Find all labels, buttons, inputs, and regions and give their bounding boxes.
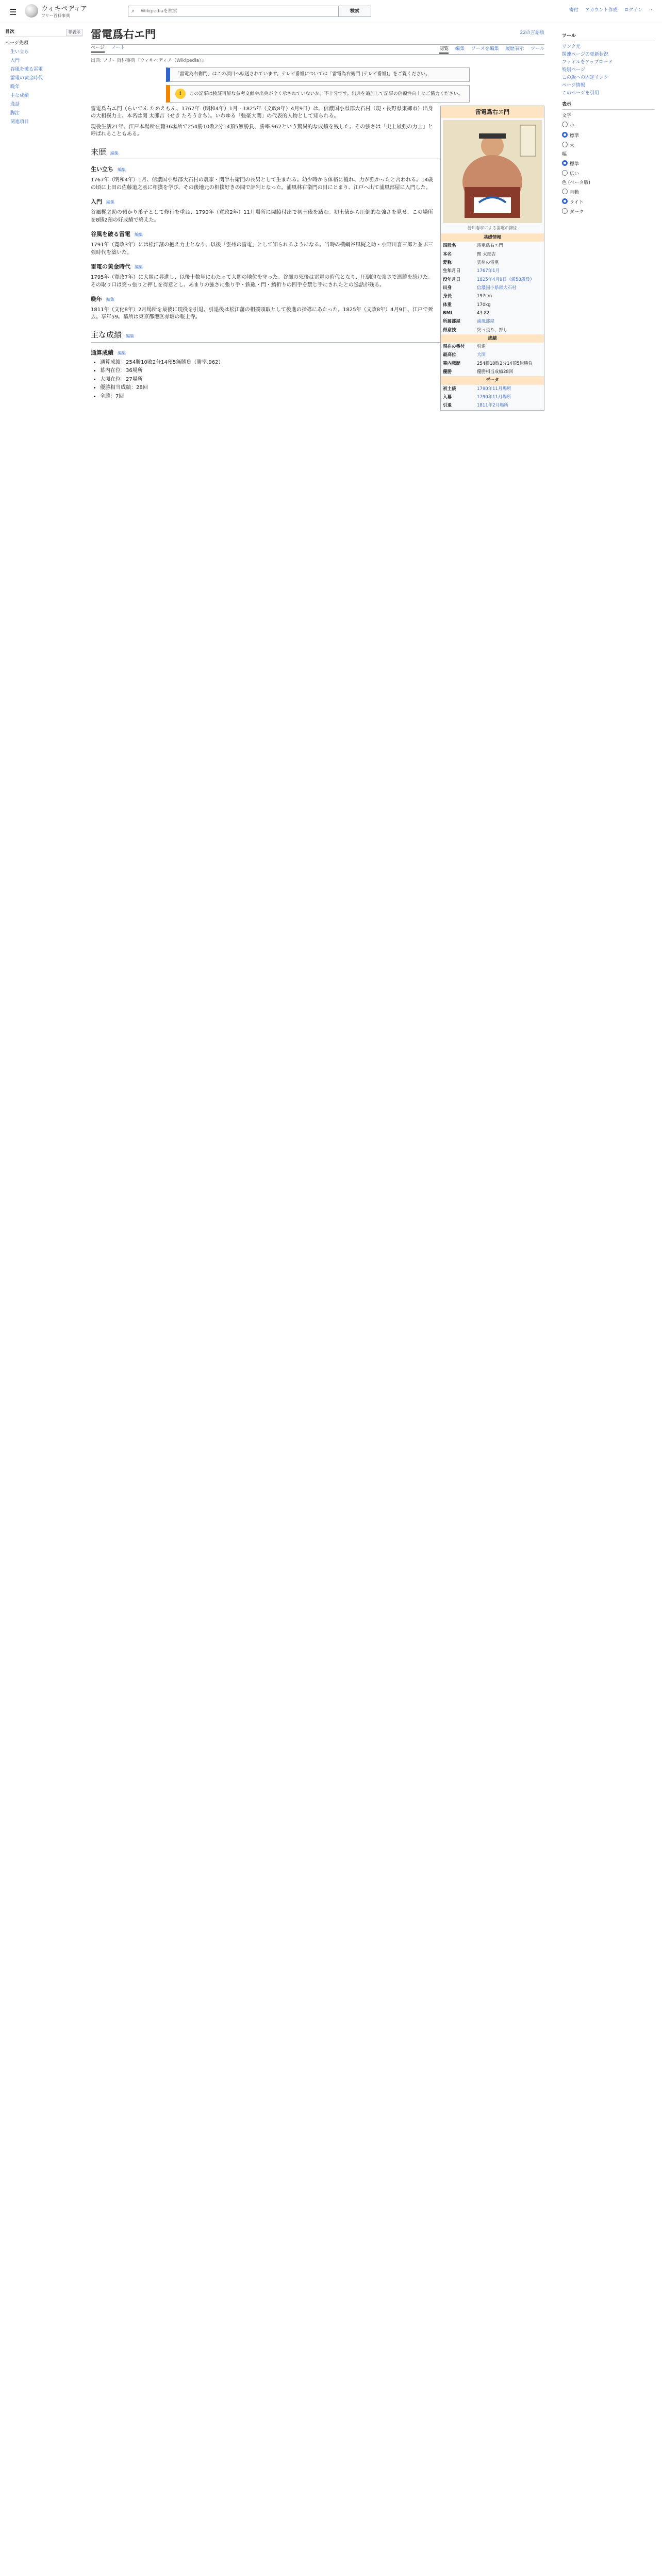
search-box xyxy=(128,6,371,17)
tab-edit-source[interactable]: ソースを編集 xyxy=(471,46,499,52)
subsection-heading: 通算成績 編集 xyxy=(91,349,126,356)
infobox-row: 引退 1811年2月場所 xyxy=(443,403,509,409)
color-auto[interactable]: 自動 xyxy=(562,188,655,197)
infobox-header: 成績 xyxy=(441,334,544,343)
tab-history[interactable]: 履歴表示 xyxy=(505,46,524,52)
list-item: • 幕内在位：36場所 xyxy=(100,367,544,375)
tool-link[interactable]: ページ情報 xyxy=(562,83,585,89)
edit-section-link[interactable]: 編集 xyxy=(135,232,143,238)
subsection-heading: 生い立ち 編集 xyxy=(91,166,126,173)
infobox-row: 入幕 1790年11月場所 xyxy=(443,395,511,400)
section-paragraph: 1795年（寛政7年）に大関に昇進し、以後十数年にわたって大関の地位を守った。谷風の死後は雷電の時代となり、圧倒的な強さで連勝を続けた。その取り口は突っ張りと押しを得意とし、あまりの強さに張り手・鉄砲・閂・鯖折りの四手を禁じ手にされたとの逸話が残る。 xyxy=(91,275,433,288)
intro-paragraph: 雷電爲右エ門（らいでん ためえもん、1767年（明和4年）1月 - 1825年（文政8年）4月9日）は、信濃国小県郡大石村（現・長野県東御市）出身の大相撲力士。本名は関 太郎吉（せき たろうきち）。いわゆる「強豪大関」の代表的人物として知られる。 xyxy=(91,106,433,120)
site-tagline: フリー百科事典 xyxy=(41,13,70,18)
radio-icon xyxy=(562,208,568,214)
search-button[interactable]: 検索 xyxy=(338,6,371,17)
appearance-title: 表示 xyxy=(562,101,655,110)
infobox-row: BMI 43.82 xyxy=(443,310,490,316)
toc-item[interactable]: 主な成績 xyxy=(10,93,29,99)
radio-selected-icon xyxy=(562,132,568,138)
infobox-row: 得意技 突っ張り、押し xyxy=(443,327,508,333)
radio-icon xyxy=(562,142,568,147)
width-wide[interactable]: 広い xyxy=(562,169,655,179)
infobox-table xyxy=(441,385,544,410)
page-title: 雷電爲右エ門 xyxy=(91,26,544,45)
warning-icon: ! xyxy=(175,89,186,99)
toc-item[interactable]: 入門 xyxy=(10,58,20,64)
edit-section-link[interactable]: 編集 xyxy=(110,150,119,156)
login-link[interactable]: ログイン xyxy=(624,8,643,13)
edit-section-link[interactable]: 編集 xyxy=(106,200,114,205)
maintenance-notice: ! この記事は検証可能な参考文献や出典が全く示されていないか、不十分です。出典を追加して記事の信頼性向上にご協力ください。 xyxy=(166,85,470,103)
section-paragraph: 1811年（文化8年）2月場所を最後に現役を引退。引退後は松江藩の相撲頭取として後進の指導にあたった。1825年（文政8年）4月9日、江戸で死去。享年59。墓所は東京都港区赤坂の報土寺。 xyxy=(91,307,433,320)
text-size-small[interactable]: 小 xyxy=(562,121,655,130)
section-paragraph: 1791年（寛政3年）には松江藩の抱え力士となり、以後「雲州の雷電」として知られるようになる。当時の横綱谷風梶之助・小野川喜三郎と並ぶ三強時代を築いた。 xyxy=(91,242,433,256)
subsection-heading: 晩年 編集 xyxy=(91,296,114,303)
width-label: 幅 xyxy=(562,151,567,157)
edit-section-link[interactable]: 編集 xyxy=(126,333,135,338)
list-item: • 通算成績：254勝10敗2分14預5無勝負（勝率.962） xyxy=(100,359,544,367)
infobox-row: 身長 197cm xyxy=(443,294,492,299)
wikipedia-logo[interactable] xyxy=(25,4,38,18)
toc-item[interactable]: 生い立ち xyxy=(10,49,29,55)
infobox-header: 基礎情報 xyxy=(441,233,544,242)
infobox-row: 幕内戦歴 254勝10敗2分14預5無勝負 xyxy=(443,361,533,366)
infobox-title: 雷電爲右エ門 xyxy=(441,106,544,118)
list-item: • 優勝相当成績：28回 xyxy=(100,384,544,392)
toc-item[interactable]: 雷電の黄金時代 xyxy=(10,76,43,81)
donate-link[interactable]: 寄付 xyxy=(569,8,578,13)
infobox-row: 最高位 大関 xyxy=(443,352,486,358)
section-paragraph: 1767年（明和4年）1月、信濃国小県郡大石村の農家・関半右衛門の長男として生まれる。幼少時から体格に優れ、力が強かったと言われる。14歳の頃に上田の佐藤道之丞に相撲を学び、その後地元の相撲好きの間で評判となった。浦風林右衛門の目にとまり、江戸へ出て浦風部屋に入門した。 xyxy=(91,177,433,191)
create-account-link[interactable]: アカウント作成 xyxy=(585,8,618,13)
list-item: • 大関在位：27場所 xyxy=(100,376,544,384)
tools-title: ツール xyxy=(562,33,655,41)
toc-item[interactable]: 谷風を破る雷電 xyxy=(10,67,43,73)
list-item: • 全勝：7回 xyxy=(100,393,544,401)
tab-page[interactable]: ページ xyxy=(91,45,105,53)
tool-link[interactable]: リンク元 xyxy=(562,44,581,50)
language-button[interactable]: 22の言語版 xyxy=(520,30,544,36)
infobox-row: 現在の番付 引退 xyxy=(443,344,486,350)
tool-link[interactable]: 特別ページ xyxy=(562,67,585,73)
tab-edit[interactable]: 編集 xyxy=(455,46,465,52)
source-note: 出典: フリー百科事典『ウィキペディア（Wikipedia）』 xyxy=(91,58,206,64)
tool-link[interactable]: この版への固定リンク xyxy=(562,75,608,81)
toc-sidebar xyxy=(5,29,82,127)
tab-talk[interactable]: ノート xyxy=(111,45,125,51)
radio-selected-icon xyxy=(562,160,568,166)
tab-read[interactable]: 閲覧 xyxy=(439,46,449,54)
page-tabs xyxy=(91,45,544,55)
search-icon: ⌕ xyxy=(131,8,135,14)
toc-hide-button[interactable]: 非表示 xyxy=(66,29,82,36)
site-header xyxy=(0,0,662,23)
tab-tools[interactable]: ツール xyxy=(531,46,544,52)
color-label: 色 (ベータ版) xyxy=(562,180,590,185)
toc-item[interactable]: 晩年 xyxy=(10,84,20,90)
personal-tools xyxy=(564,7,654,14)
infobox-image[interactable] xyxy=(443,120,542,223)
width-standard[interactable]: 標準 xyxy=(562,159,655,169)
infobox-row: 没年月日 1825年4月9日（満58歳没） xyxy=(443,277,535,282)
infobox-row: 初土俵 1790年11月場所 xyxy=(443,386,511,392)
infobox-header: データ xyxy=(441,376,544,384)
infobox-row: 出身 信濃国小県郡大石村 xyxy=(443,285,517,291)
radio-icon xyxy=(562,170,568,176)
infobox-row: 優勝 優勝相当成績28回 xyxy=(443,369,514,375)
radio-icon xyxy=(562,122,568,127)
edit-section-link[interactable]: 編集 xyxy=(118,167,126,173)
radio-selected-icon xyxy=(562,198,568,204)
subsection-heading: 雷電の黄金時代 編集 xyxy=(91,263,143,270)
infobox-row: 愛称 雲州の雷電 xyxy=(443,260,499,265)
infobox-row: 生年月日 1767年1月 xyxy=(443,268,500,274)
text-size-large[interactable]: 大 xyxy=(562,141,655,150)
tool-link[interactable]: 関連ページの更新状況 xyxy=(562,52,608,58)
search-input[interactable] xyxy=(140,7,333,15)
section-heading: 主な成績 編集 xyxy=(91,330,544,343)
hatnote: 「雷電為右衛門」はこの項目へ転送されています。テレビ番組については「雷電為右衛門 (テレビ番組)」をご覧ください。 xyxy=(166,67,470,81)
tools-panel xyxy=(562,29,655,217)
toc-item[interactable]: 関連項目 xyxy=(10,120,29,125)
toc-title: 目次 非表示 xyxy=(5,29,82,37)
toc-item-top[interactable]: ページ先頭 xyxy=(5,41,28,46)
tool-link[interactable]: ファイルをアップロード xyxy=(562,60,613,65)
infobox-row: 四股名 雷電爲右エ門 xyxy=(443,243,504,249)
toc-item[interactable]: 脚注 xyxy=(10,111,20,116)
infobox-caption: 勝川春亭による雷電の錦絵 xyxy=(468,226,517,231)
text-size-label: 文字 xyxy=(562,113,572,119)
main-content xyxy=(91,26,544,416)
infobox-row: 所属部屋 浦風部屋 xyxy=(443,319,495,325)
infobox-row: 体重 170kg xyxy=(443,302,491,308)
subsection-heading: 入門 編集 xyxy=(91,198,114,206)
infobox xyxy=(440,106,544,411)
site-name[interactable]: ウィキペディア xyxy=(41,5,88,13)
subsection-heading: 谷風を破る雷電 編集 xyxy=(91,231,143,238)
section-paragraph: 谷風梶之助の預かり弟子として修行を重ね、1790年（寛政2年）11月場所に関脇付出で初土俵を踏む。初土俵から圧倒的な強さを見せ、この場所を8勝2預の好成績で終えた。 xyxy=(91,210,433,223)
radio-icon xyxy=(562,189,568,194)
edit-section-link[interactable]: 編集 xyxy=(135,265,143,270)
edit-section-link[interactable]: 編集 xyxy=(118,350,126,355)
color-light[interactable]: ライト xyxy=(562,197,655,207)
intro-paragraph: 現役生活21年、江戸本場所在籍36場所で254勝10敗2分14預5無勝負、勝率.962という驚異的な成績を残した。その強さは「史上最強の力士」と呼ばれることもある。 xyxy=(91,124,433,138)
more-options-icon[interactable]: ⋯ xyxy=(649,8,654,13)
infobox-row: 本名 関 太郎吉 xyxy=(443,251,496,257)
text-size-standard[interactable]: 標準 xyxy=(562,131,655,141)
section-heading: 来歴 編集 xyxy=(91,147,544,160)
infobox-table xyxy=(441,343,544,376)
infobox-table xyxy=(441,242,544,334)
tool-link[interactable]: このページを引用 xyxy=(562,91,599,96)
main-menu-icon[interactable]: ☰ xyxy=(9,7,17,17)
edit-section-link[interactable]: 編集 xyxy=(106,297,114,302)
toc-item[interactable]: 逸話 xyxy=(10,102,20,108)
color-dark[interactable]: ダーク xyxy=(562,207,655,217)
